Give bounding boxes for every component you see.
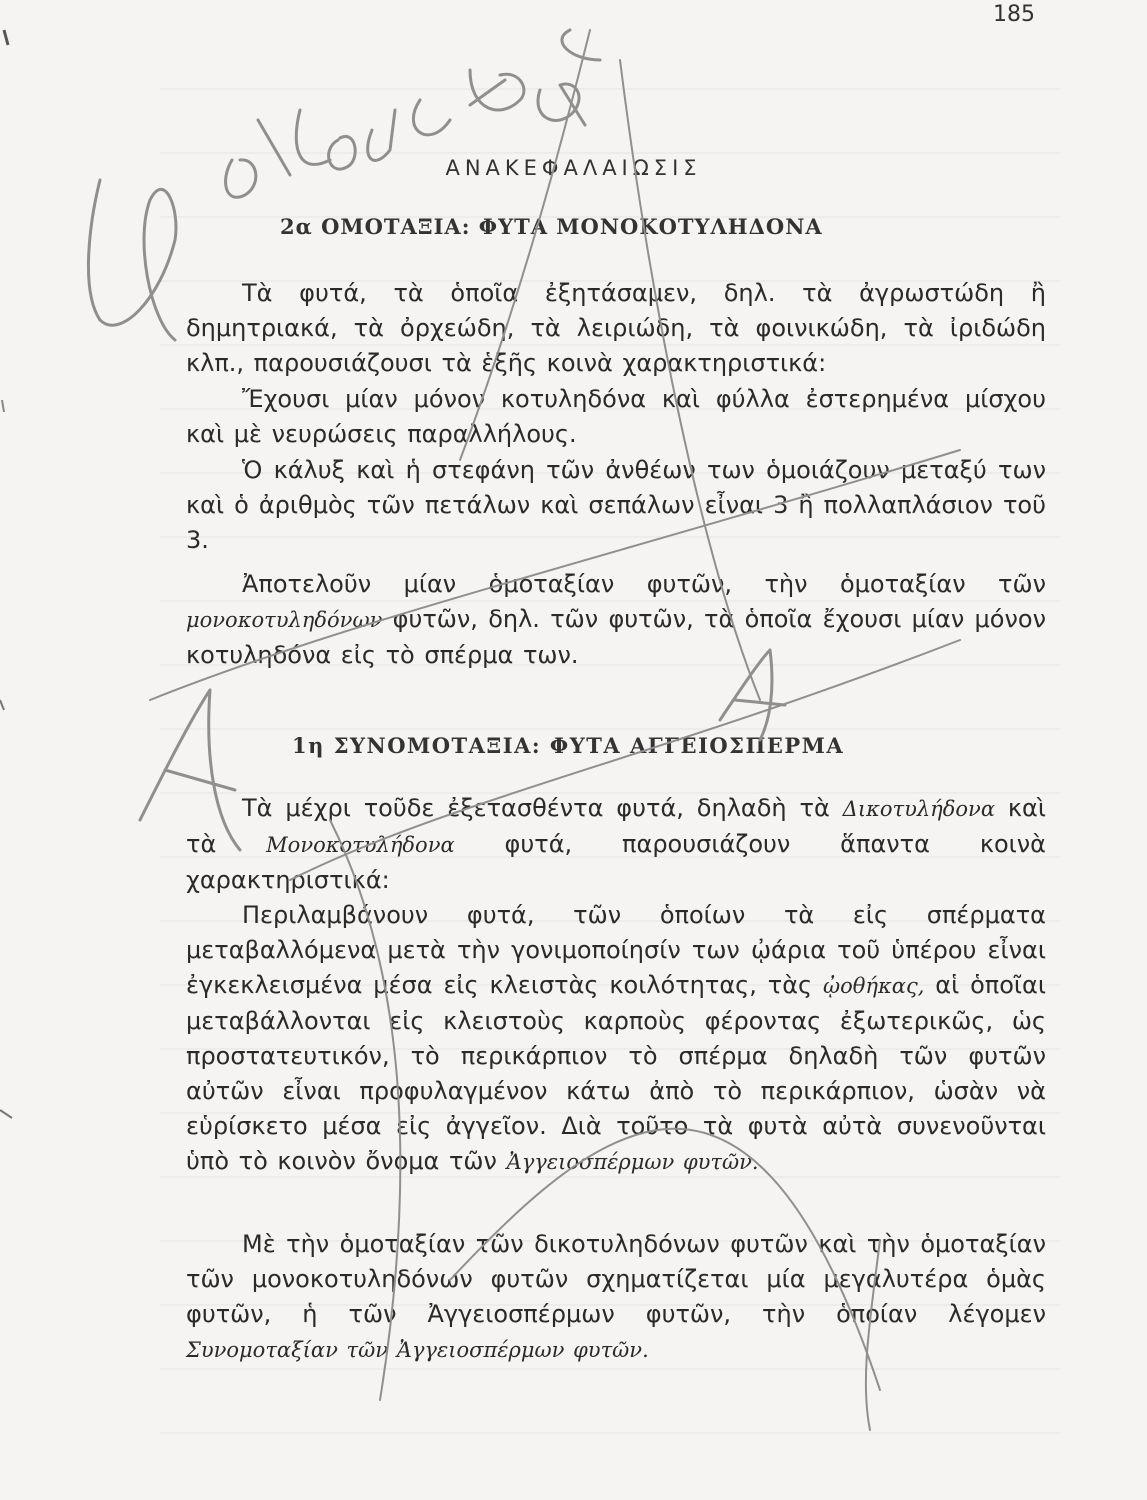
paragraph-4 — [186, 567, 1046, 673]
p7-text-a: Μὲ τὴν ὁμοταξίαν τῶν δικοτυληδόνων φυτῶν καὶ τὴν ὁμοταξίαν τῶν μονοκοτυληδόνων φυτῶν σχηματίζεται μία μεγαλυτέρα ὁμὰς φυτῶν, ἡ τῶν Ἀγγειοσπέρμων φυτῶν, τὴν ὁποίαν λέγομεν — [186, 1230, 1046, 1328]
chapter-title: ΑΝΑΚΕΦΑΛΑΙΩΣΙΣ — [445, 156, 702, 180]
paragraph-5 — [186, 791, 1046, 898]
p5-italic-1: Δικοτυλήδονα — [842, 797, 995, 821]
paragraph-7 — [186, 1227, 1046, 1368]
p5-text-c: φυτά, παρουσιάζουν ἅπαντα κοινὰ χαρακτηριστικά: — [186, 830, 1046, 894]
p5-text-b: καὶ τὰ — [186, 794, 1046, 858]
paragraph-2: Ἔχουσι μίαν μόνον κοτυληδόνα καὶ φύλλα ἐστερημένα μίσχου καὶ μὲ νευρώσεις παραλλήλους. — [186, 385, 1046, 448]
p6-italic-1: ᾠοθήκας, — [823, 974, 925, 998]
class-heading: 2α ΟΜΟΤΑΞΙΑ: ΦΥΤΑ ΜΟΝΟΚΟΤΥΛΗΔΟΝΑ — [280, 214, 823, 239]
p4-text-a: Ἀποτελοῦν μίαν ὁμοταξίαν φυτῶν, τὴν ὁμοταξίαν τῶν — [242, 570, 1046, 598]
p6-italic-2: Ἀγγειοσπέρμων φυτῶν. — [506, 1150, 759, 1174]
subclass-heading: 1η ΣΥΝΟΜΟΤΑΞΙΑ: ΦΥΤΑ ΑΓΓΕΙΟΣΠΕΡΜΑ — [292, 733, 845, 758]
paragraph-3: Ὁ κάλυξ καὶ ἡ στεφάνη τῶν ἀνθέων των ὁμοιάζουν μεταξύ των καὶ ὁ ἀριθμὸς τῶν πετάλων καὶ σεπάλων εἶναι 3 ἢ πολλαπλάσιον τοῦ 3. — [186, 456, 1046, 554]
p7-italic: Συνομοταξίαν τῶν Ἀγγειοσπέρμων φυτῶν. — [186, 1338, 649, 1362]
page-number: 185 — [993, 2, 1035, 27]
binding-mark — [2, 400, 4, 412]
margin-letter-top — [88, 180, 176, 340]
binding-mark — [0, 700, 4, 710]
p5-text-a: Τὰ μέχρι τοῦδε ἐξετασθέντα φυτά, δηλαδὴ τὰ — [242, 794, 830, 822]
binding-mark — [4, 30, 8, 45]
p4-italic: μονοκοτυληδόνων — [186, 608, 383, 632]
paragraph-6 — [186, 898, 1046, 1180]
binding-mark — [0, 1110, 12, 1118]
paragraph-1: Τὰ φυτά, τὰ ὁποῖα ἐξητάσαμεν, δηλ. τὰ ἀγρωστώδη ἢ δημητριακά, τὰ ὀρχεώδη, τὰ λειριώδη, τὰ φοινικώδη, τὰ ἰριδώδη κλπ., παρουσιάζουσι τὰ ἑξῆς κοινὰ χαρακτηριστικά: — [186, 279, 1046, 377]
p4-text-b: φυτῶν, δηλ. τῶν φυτῶν, τὰ ὁποῖα ἔχουσι μίαν μόνον κοτυληδόνα εἰς τὸ σπέρμα των. — [186, 605, 1046, 669]
p6-text-a: Περιλαμβάνουν φυτά, τῶν ὁποίων τὰ εἰς σπέρματα μεταβαλλόμενα μετὰ τὴν γονιμοποίησίν των ᾠάρια τοῦ ὑπέρου εἶναι ἐγκεκλεισμένα μέσα εἰς κλειστὰς κοιλότητας, τὰς — [186, 901, 1046, 999]
p6-text-b: αἱ ὁποῖαι μεταβάλλονται εἰς κλειστοὺς καρποὺς φέροντας ἐξωτερικῶς, ὡς προστατευτικόν, τὸ περικάρπιον τὸ σπέρμα δηλαδὴ τῶν φυτῶν αὐτῶν εἶναι προφυλαγμένον κάτω ἀπὸ τὸ περικάρπιον, ὡσὰν νὰ εὑρίσκετο μέσα εἰς ἀγγεῖον. Διὰ τοῦτο τὰ φυτὰ αὐτὰ συνενοῦνται ὑπὸ τὸ κοινὸν ὄνομα τῶν — [186, 971, 1046, 1175]
p5-italic-2: Μονοκοτυλήδονα — [266, 833, 455, 857]
